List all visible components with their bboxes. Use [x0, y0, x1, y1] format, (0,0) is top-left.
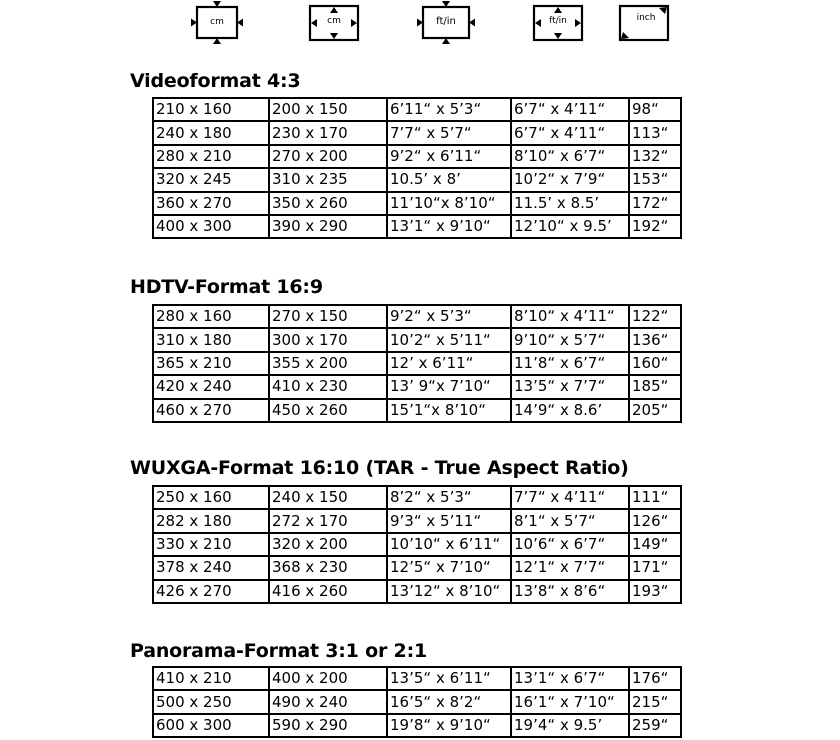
image-ftin-cell: 8’10“ x 6’7“ — [511, 145, 629, 168]
size-ftin-cell: 9’3“ x 5’11“ — [387, 509, 511, 532]
size-table-panorama — [152, 666, 682, 738]
diagonal-inch-cell: 172“ — [629, 192, 681, 215]
section-title-panorama: Panorama-Format 3:1 or 2:1 — [130, 640, 427, 662]
diagonal-inch-cell: 122“ — [629, 305, 681, 328]
diagonal-inch-cell: 205“ — [629, 399, 681, 422]
size-cm-cell: 400 x 300 — [153, 215, 269, 238]
size-ftin-cell: 9’2“ x 5’3“ — [387, 305, 511, 328]
size-cm-cell: 240 x 180 — [153, 121, 269, 144]
icon-label: cm — [210, 17, 224, 27]
image-ftin-cell: 16’1“ x 7’10“ — [511, 690, 629, 713]
table-row — [153, 168, 681, 191]
image-ftin-cell: 10’2“ x 7’9“ — [511, 168, 629, 191]
image-cm-cell: 300 x 170 — [269, 328, 387, 351]
size-ftin-cell: 13’1“ x 9’10“ — [387, 215, 511, 238]
table-row — [153, 399, 681, 422]
size-cm-cell: 460 x 270 — [153, 399, 269, 422]
diagonal-inch-cell: 193“ — [629, 580, 681, 603]
image-ftin-cell: 8’10“ x 4’11“ — [511, 305, 629, 328]
table-row — [153, 509, 681, 532]
size-cm-cell: 250 x 160 — [153, 486, 269, 509]
size-ftin-cell: 9’2“ x 6’11“ — [387, 145, 511, 168]
icon-label: ft/in — [549, 16, 567, 26]
size-ftin-cell: 13’ 9“x 7’10“ — [387, 375, 511, 398]
ftin-outer-arrows-icon — [414, 0, 480, 48]
diagonal-inch-cell: 171“ — [629, 556, 681, 579]
diagonal-inch-cell: 126“ — [629, 509, 681, 532]
diagonal-inch-cell: 215“ — [629, 690, 681, 713]
diagonal-inch-cell: 259“ — [629, 714, 681, 737]
diagonal-inch-cell: 149“ — [629, 533, 681, 556]
image-cm-cell: 400 x 200 — [269, 667, 387, 690]
diagonal-inch-cell: 136“ — [629, 328, 681, 351]
table-row — [153, 714, 681, 737]
size-table-wuxga — [152, 485, 682, 604]
size-cm-cell: 500 x 250 — [153, 690, 269, 713]
size-cm-cell: 365 x 210 — [153, 352, 269, 375]
size-cm-cell: 420 x 240 — [153, 375, 269, 398]
size-cm-cell: 310 x 180 — [153, 328, 269, 351]
image-cm-cell: 590 x 290 — [269, 714, 387, 737]
image-cm-cell: 320 x 200 — [269, 533, 387, 556]
size-cm-cell: 360 x 270 — [153, 192, 269, 215]
image-cm-cell: 272 x 170 — [269, 509, 387, 532]
icon-label: ft/in — [436, 16, 456, 27]
image-ftin-cell: 13’1“ x 6’7“ — [511, 667, 629, 690]
table-row — [153, 215, 681, 238]
image-cm-cell: 270 x 200 — [269, 145, 387, 168]
size-cm-cell: 410 x 210 — [153, 667, 269, 690]
image-ftin-cell: 13’8“ x 8’6“ — [511, 580, 629, 603]
size-ftin-cell: 7’7“ x 5’7“ — [387, 121, 511, 144]
size-cm-cell: 320 x 245 — [153, 168, 269, 191]
size-table-hdtv — [152, 304, 682, 423]
table-row — [153, 667, 681, 690]
image-ftin-cell: 6’7“ x 4’11“ — [511, 98, 629, 121]
size-ftin-cell: 13’5“ x 6’11“ — [387, 667, 511, 690]
image-ftin-cell: 8’1“ x 5’7“ — [511, 509, 629, 532]
table-row — [153, 305, 681, 328]
table-row — [153, 192, 681, 215]
diagonal-inch-cell: 185“ — [629, 375, 681, 398]
size-ftin-cell: 19’8“ x 9’10“ — [387, 714, 511, 737]
table-row — [153, 556, 681, 579]
size-cm-cell: 280 x 210 — [153, 145, 269, 168]
size-ftin-cell: 6’11“ x 5’3“ — [387, 98, 511, 121]
ftin-inner-arrows-icon — [532, 4, 586, 44]
cm-outer-arrows-icon — [188, 0, 248, 48]
size-cm-cell: 378 x 240 — [153, 556, 269, 579]
size-cm-cell: 600 x 300 — [153, 714, 269, 737]
inch-diagonal-icon — [618, 4, 672, 44]
size-cm-cell: 210 x 160 — [153, 98, 269, 121]
image-cm-cell: 240 x 150 — [269, 486, 387, 509]
size-cm-cell: 426 x 270 — [153, 580, 269, 603]
diagonal-inch-cell: 192“ — [629, 215, 681, 238]
table-row — [153, 145, 681, 168]
size-ftin-cell: 12’5“ x 7’10“ — [387, 556, 511, 579]
size-ftin-cell: 10’2“ x 5’11“ — [387, 328, 511, 351]
size-ftin-cell: 10’10“ x 6’11“ — [387, 533, 511, 556]
image-cm-cell: 410 x 230 — [269, 375, 387, 398]
table-row — [153, 352, 681, 375]
size-ftin-cell: 16’5“ x 8’2“ — [387, 690, 511, 713]
image-ftin-cell: 19’4“ x 9.5’ — [511, 714, 629, 737]
section-title-wuxga: WUXGA-Format 16:10 (TAR - True Aspect Ratio) — [130, 457, 629, 479]
image-cm-cell: 270 x 150 — [269, 305, 387, 328]
image-cm-cell: 200 x 150 — [269, 98, 387, 121]
diagonal-inch-cell: 132“ — [629, 145, 681, 168]
table-row — [153, 486, 681, 509]
table-row — [153, 328, 681, 351]
size-ftin-cell: 13’12“ x 8’10“ — [387, 580, 511, 603]
size-cm-cell: 280 x 160 — [153, 305, 269, 328]
cm-inner-arrows-icon — [308, 4, 362, 44]
size-ftin-cell: 11’10“x 8’10“ — [387, 192, 511, 215]
size-ftin-cell: 15’1“x 8’10“ — [387, 399, 511, 422]
section-title-hdtv: HDTV-Format 16:9 — [130, 276, 323, 298]
diagonal-inch-cell: 160“ — [629, 352, 681, 375]
diagonal-inch-cell: 98“ — [629, 98, 681, 121]
image-cm-cell: 350 x 260 — [269, 192, 387, 215]
image-cm-cell: 230 x 170 — [269, 121, 387, 144]
image-cm-cell: 368 x 230 — [269, 556, 387, 579]
table-row — [153, 375, 681, 398]
icon-label: inch — [636, 13, 656, 23]
image-ftin-cell: 12’10“ x 9.5’ — [511, 215, 629, 238]
image-ftin-cell: 11.5’ x 8.5’ — [511, 192, 629, 215]
diagonal-inch-cell: 111“ — [629, 486, 681, 509]
image-cm-cell: 390 x 290 — [269, 215, 387, 238]
image-cm-cell: 416 x 260 — [269, 580, 387, 603]
table-row — [153, 98, 681, 121]
table-row — [153, 580, 681, 603]
image-cm-cell: 450 x 260 — [269, 399, 387, 422]
image-ftin-cell: 12’1“ x 7’7“ — [511, 556, 629, 579]
image-ftin-cell: 9’10“ x 5’7“ — [511, 328, 629, 351]
image-cm-cell: 490 x 240 — [269, 690, 387, 713]
table-row — [153, 121, 681, 144]
size-cm-cell: 282 x 180 — [153, 509, 269, 532]
diagonal-inch-cell: 113“ — [629, 121, 681, 144]
image-cm-cell: 310 x 235 — [269, 168, 387, 191]
image-ftin-cell: 6’7“ x 4’11“ — [511, 121, 629, 144]
section-title-videoformat: Videoformat 4:3 — [130, 70, 301, 92]
size-ftin-cell: 10.5’ x 8’ — [387, 168, 511, 191]
table-row — [153, 690, 681, 713]
image-ftin-cell: 14’9“ x 8.6’ — [511, 399, 629, 422]
image-ftin-cell: 13’5“ x 7’7“ — [511, 375, 629, 398]
image-ftin-cell: 10’6“ x 6’7“ — [511, 533, 629, 556]
diagonal-inch-cell: 153“ — [629, 168, 681, 191]
table-row — [153, 533, 681, 556]
icon-label: cm — [327, 16, 341, 26]
size-ftin-cell: 8’2“ x 5’3“ — [387, 486, 511, 509]
diagonal-inch-cell: 176“ — [629, 667, 681, 690]
size-cm-cell: 330 x 210 — [153, 533, 269, 556]
image-cm-cell: 355 x 200 — [269, 352, 387, 375]
size-table-videoformat — [152, 97, 682, 239]
size-ftin-cell: 12’ x 6’11“ — [387, 352, 511, 375]
size-icons-row — [0, 0, 840, 60]
image-ftin-cell: 11’8“ x 6’7“ — [511, 352, 629, 375]
image-ftin-cell: 7’7“ x 4’11“ — [511, 486, 629, 509]
